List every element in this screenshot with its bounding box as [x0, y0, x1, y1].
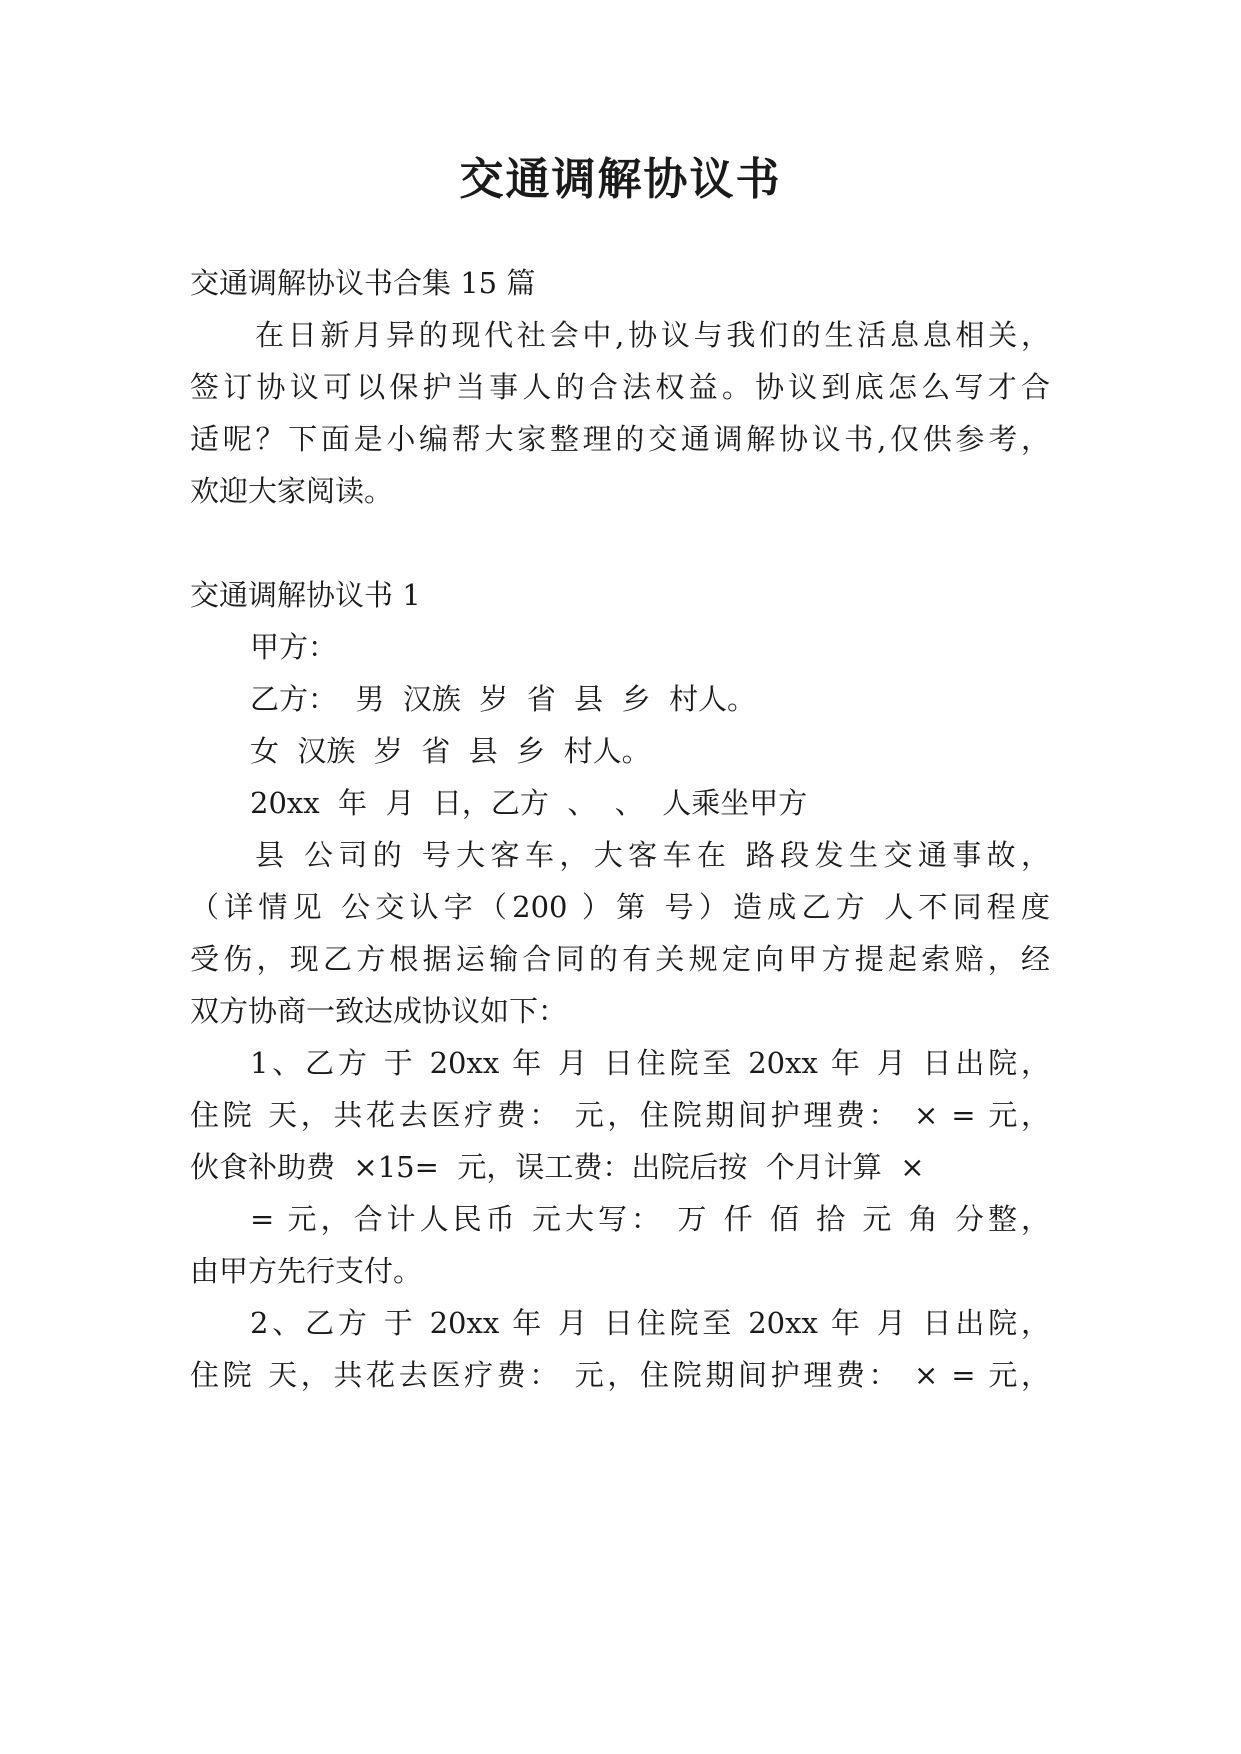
intro-line-4: 欢迎大家阅读。	[190, 474, 394, 508]
party-b-second-person: 女 汉族 岁 省 县 乡 村人。	[250, 734, 651, 768]
clause-2-line-1: 2、乙方 于 20xx 年 月 日住院至 20xx 年 月 日出院，	[250, 1306, 1050, 1340]
party-b: 乙方： 男 汉族 岁 省 县 乡 村人。	[250, 682, 757, 716]
clause-1-line-4: = 元，合计人民币 元大写： 万 仟 佰 拾 元 角 分整，	[250, 1202, 1050, 1236]
collection-heading: 交通调解协议书合集 15 篇	[190, 266, 536, 300]
section-heading-1: 交通调解协议书 1	[190, 578, 421, 612]
document-title: 交通调解协议书	[459, 154, 782, 205]
intro-line-2: 签订协议可以保护当事人的合法权益。协议到底怎么写才合	[190, 370, 1050, 404]
clause-1-line-3: 伙食补助费 ×15= 元，误工费：出院后按 个月计算 ×	[190, 1150, 925, 1184]
intro-line-1: 在日新月异的现代社会中,协议与我们的生活息息相关，	[255, 318, 1050, 352]
clause-2-line-2: 住院 天，共花去医疗费： 元，住院期间护理费： × = 元，	[190, 1358, 1050, 1392]
incident-line-3: 受伤，现乙方根据运输合同的有关规定向甲方提起索赔，经	[190, 942, 1050, 976]
clause-1-line-5: 由甲方先行支付。	[190, 1254, 423, 1288]
intro-line-3: 适呢？下面是小编帮大家整理的交通调解协议书,仅供参考，	[190, 422, 1050, 456]
incident-line-2: （详情见 公交认字（200 ）第 号）造成乙方 人不同程度	[190, 890, 1050, 924]
incident-date-line: 20xx 年 月 日，乙方 、 、 人乘坐甲方	[250, 786, 808, 820]
party-a: 甲方：	[250, 630, 338, 664]
incident-line-1: 县 公司的 号大客车，大客车在 路段发生交通事故，	[255, 838, 1050, 872]
clause-1-line-1: 1、乙方 于 20xx 年 月 日住院至 20xx 年 月 日出院，	[250, 1046, 1050, 1080]
clause-1-line-2: 住院 天，共花去医疗费： 元，住院期间护理费： × = 元，	[190, 1098, 1050, 1132]
incident-line-4: 双方协商一致达成协议如下：	[190, 994, 568, 1028]
